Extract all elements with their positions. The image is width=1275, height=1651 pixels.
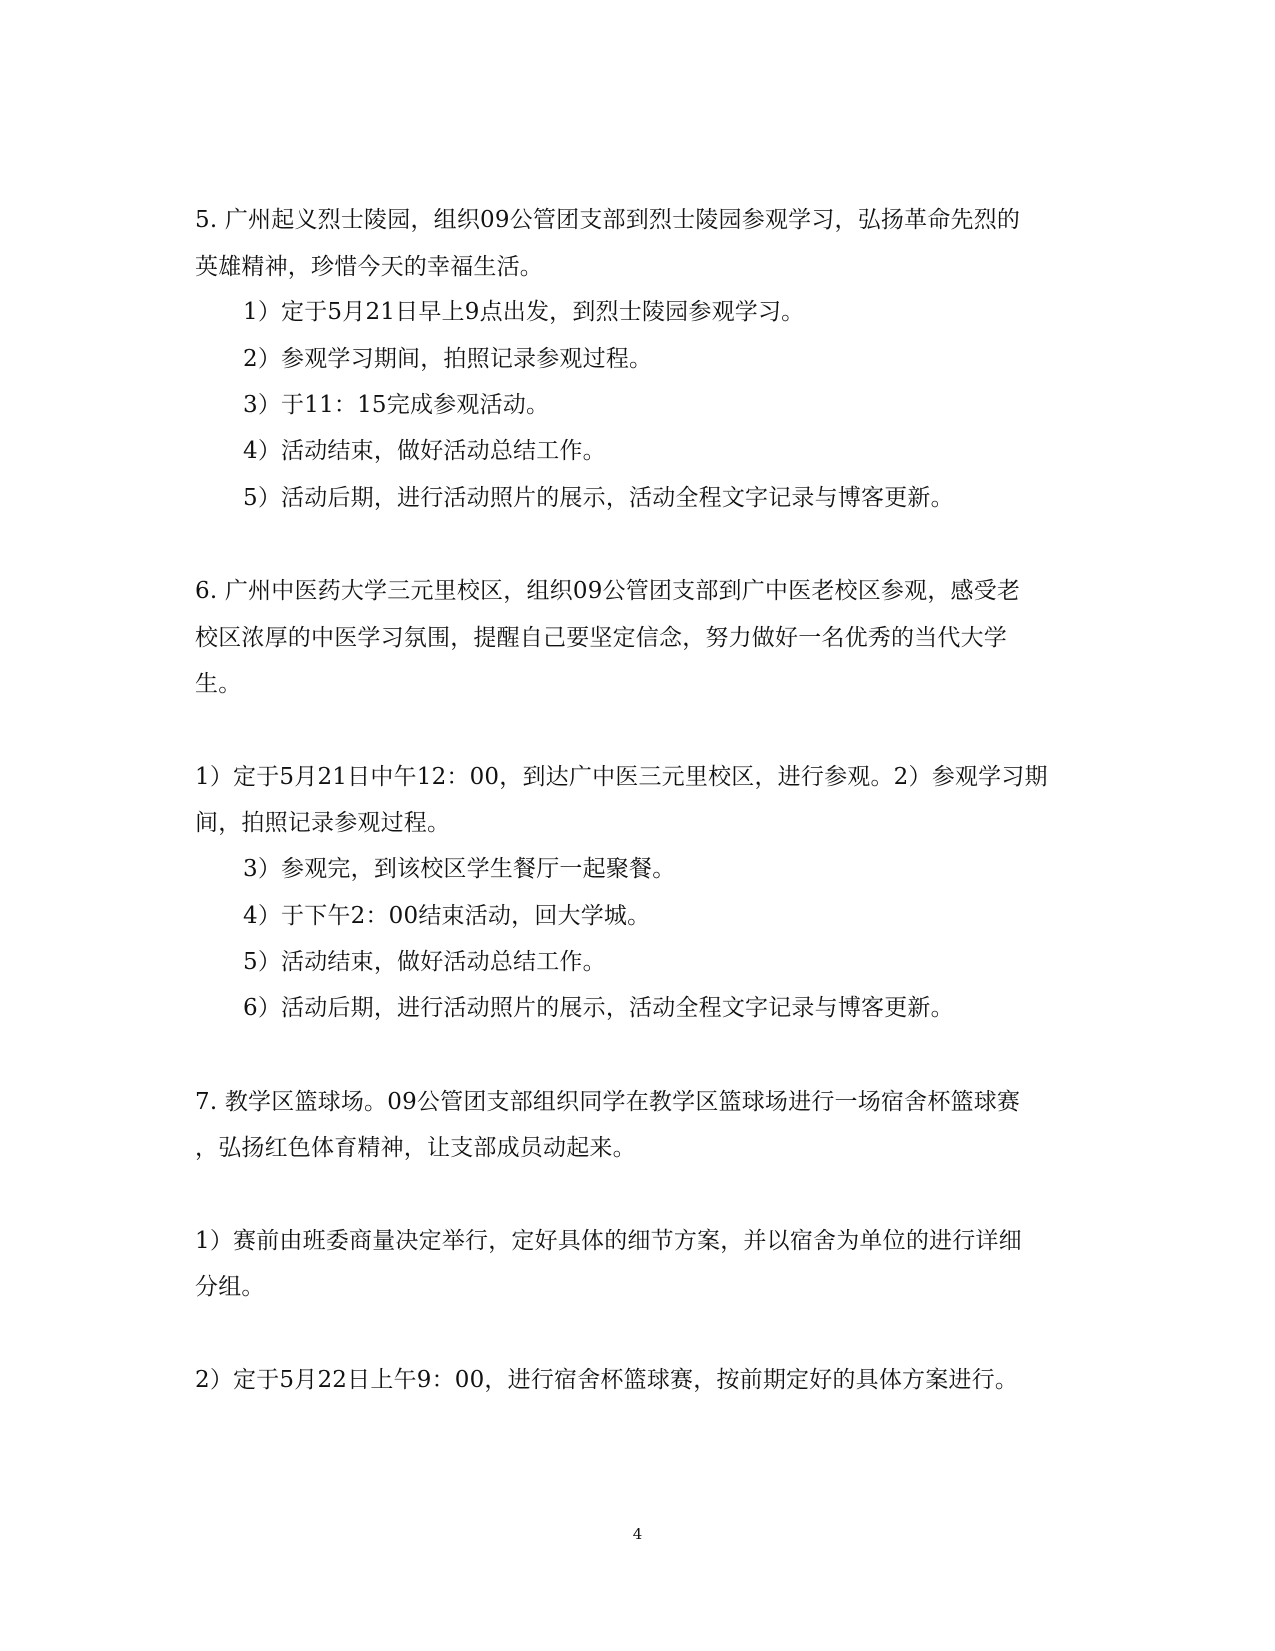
section6-item-5: 5）活动结束，做好活动总结工作。 (243, 949, 606, 975)
section5-heading-line1: 5. 广州起义烈士陵园，组织09公管团支部到烈士陵园参观学习，弘扬革命先烈的 (195, 207, 1021, 233)
section6-para-line2: 间，拍照记录参观过程。 (195, 810, 451, 836)
section5-item-4: 4）活动结束，做好活动总结工作。 (243, 438, 606, 464)
section7-heading-line1: 7. 教学区篮球场。09公管团支部组织同学在教学区篮球场进行一场宿舍杯篮球赛 (195, 1089, 1021, 1115)
section7-heading-line2: ，弘扬红色体育精神，让支部成员动起来。 (195, 1135, 636, 1161)
section6-para-line1: 1）定于5月21日中午12：00，到达广中医三元里校区，进行参观。2）参观学习期 (195, 764, 1048, 790)
section7-item1-line2: 分组。 (195, 1274, 265, 1300)
section6-item-6: 6）活动后期，进行活动照片的展示，活动全程文字记录与博客更新。 (243, 995, 954, 1021)
section5-item-1: 1）定于5月21日早上9点出发，到烈士陵园参观学习。 (243, 299, 805, 325)
section6-heading-line1: 6. 广州中医药大学三元里校区，组织09公管团支部到广中医老校区参观，感受老 (195, 578, 1021, 604)
section6-item-4: 4）于下午2：00结束活动，回大学城。 (243, 903, 651, 929)
section7-item1-line1: 1）赛前由班委商量决定举行，定好具体的细节方案，并以宿舍为单位的进行详细 (195, 1228, 1022, 1254)
page-number: 4 (632, 1525, 643, 1543)
section5-heading-line2: 英雄精神，珍惜今天的幸福生活。 (195, 254, 543, 280)
section6-item-3: 3）参观完，到该校区学生餐厅一起聚餐。 (243, 856, 676, 882)
section6-heading-line2: 校区浓厚的中医学习氛围，提醒自己要坚定信念，努力做好一名优秀的当代大学 (195, 625, 1007, 651)
section5-item-5: 5）活动后期，进行活动照片的展示，活动全程文字记录与博客更新。 (243, 485, 954, 511)
section7-item2: 2）定于5月22日上午9：00，进行宿舍杯篮球赛，按前期定好的具体方案进行。 (195, 1367, 1019, 1393)
section5-item-3: 3）于11：15完成参观活动。 (243, 392, 550, 418)
section6-heading-line3: 生。 (195, 671, 242, 697)
section5-item-2: 2）参观学习期间，拍照记录参观过程。 (243, 346, 653, 372)
